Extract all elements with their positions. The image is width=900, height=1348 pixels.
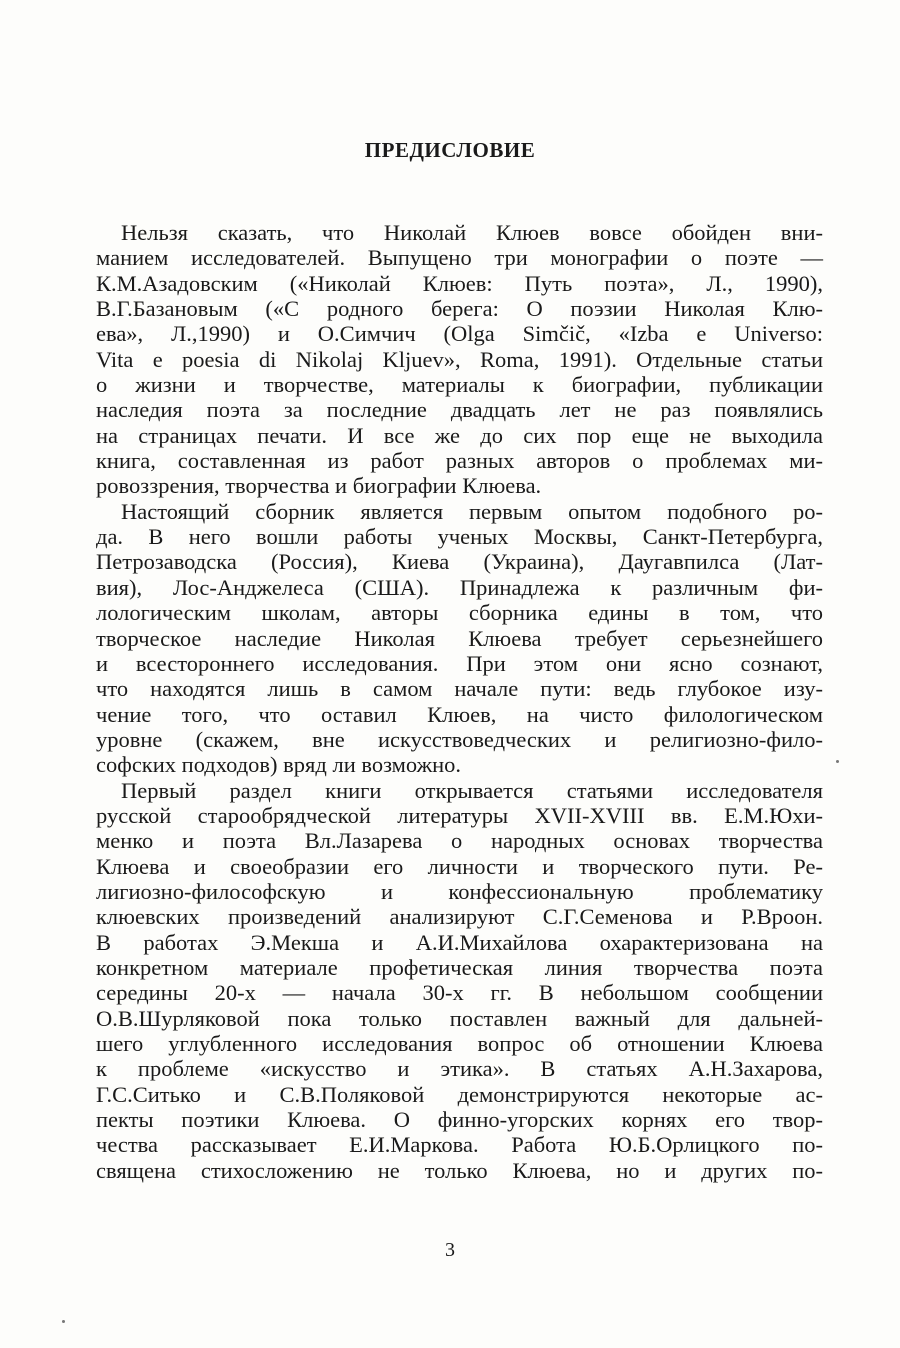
text-line: на страницах печати. И все же до сих пор еще не выходила — [96, 422, 823, 448]
text-line: творческое наследие Николая Клюева требует серьезнейшего — [96, 625, 823, 651]
paragraph — [96, 499, 823, 778]
text-line: книга, составленная из работ разных авторов о проблемах ми- — [96, 448, 823, 474]
text-line: уровне (скажем, вне искусствоведческих и религиозно-фило- — [96, 726, 823, 752]
text-line: ровоззрения, творчества и биографии Клюева. — [96, 473, 542, 499]
text-line: середины 20-х — начала 30-х гг. В небольшом сообщении — [96, 980, 823, 1006]
text-line: к проблеме «искусство и этика». В статьях А.Н.Захарова, — [96, 1056, 823, 1082]
text-line: Петрозаводска (Россия), Киева (Украина), Даугавпилса (Лат- — [96, 549, 823, 575]
text-line: В работах Э.Мекша и А.И.Михайлова охарактеризована на — [96, 929, 823, 955]
scan-speck — [836, 760, 839, 763]
text-line: К.М.Азадовским («Николай Клюев: Путь поэта», Л., 1990), — [96, 270, 823, 296]
text-line: Vita e poesia di Nikolaj Kljuev», Roma, 1991). Отдельные статьи — [96, 346, 823, 372]
text-line: софских подходов) вряд ли возможно. — [96, 752, 462, 778]
text-line: конкретном материале профетическая линия творчества поэта — [96, 954, 823, 980]
text-line: Клюева и своеобразии его личности и творческого пути. Ре- — [96, 853, 823, 879]
text-line: В.Г.Базановым («С родного берега: О поэзии Николая Клю- — [96, 296, 823, 322]
page-number: 3 — [445, 1239, 455, 1261]
text-line: шего углубленного исследования вопрос об отношении Клюева — [96, 1031, 823, 1056]
text-line: наследия поэта за последние двадцать лет не раз появлялись — [96, 397, 823, 423]
text-line: чества рассказывает Е.И.Маркова. Работа Ю.Б.Орлицкого по- — [96, 1132, 823, 1158]
scan-speck — [62, 1320, 65, 1323]
text-line: чение того, что оставил Клюев, на чисто филологическом — [96, 701, 823, 727]
body-text — [96, 220, 823, 1183]
text-line: Первый раздел книги открывается статьями исследователя — [121, 777, 823, 803]
text-line: да. В него вошли работы ученых Москвы, Санкт-Петербурга, — [96, 524, 823, 550]
text-line: Настоящий сборник является первым опытом подобного ро- — [121, 498, 823, 524]
text-line: о жизни и творчестве, материалы к биографии, публикации — [96, 372, 823, 398]
page-title: ПРЕДИСЛОВИЕ — [364, 138, 536, 162]
text-line: пекты поэтики Клюева. О финно-угорских корнях его твор- — [96, 1107, 823, 1133]
text-line: О.В.Шурляковой пока только поставлен важный для дальней- — [96, 1005, 823, 1031]
text-line: русской старообрядческой литературы XVII-XVIII вв. Е.М.Юхи- — [96, 802, 823, 828]
text-line: лигиозно-философскую и конфессиональную проблематику — [96, 878, 823, 904]
text-line: Нельзя сказать, что Николай Клюев вовсе обойден вни- — [121, 220, 823, 245]
text-line: манием исследователей. Выпущено три монографии о поэте — — [96, 245, 823, 271]
text-line: менко и поэта Вл.Лазарева о народных основах творчества — [96, 828, 823, 854]
text-line: лологическим школам, авторы сборника едины в том, что — [96, 600, 823, 626]
paragraph — [96, 220, 823, 499]
text-line: священа стихосложению не только Клюева, но и других по- — [96, 1157, 823, 1183]
text-line: и всестороннего исследования. При этом они ясно сознают, — [96, 650, 823, 676]
text-line: клюевских произведений анализируют С.Г.Семенова и Р.Вроон. — [96, 904, 823, 930]
text-line: вия), Лос-Анджелеса (США). Принадлежа к различным фи- — [96, 574, 823, 600]
text-line: Г.С.Ситько и С.В.Поляковой демонстрируются некоторые ас- — [96, 1081, 823, 1107]
text-line: ева», Л.,1990) и О.Симчич (Olga Simčič, «Izba e Universo: — [96, 321, 823, 347]
text-line: что находятся лишь в самом начале пути: ведь глубокое изу- — [96, 676, 823, 702]
paragraph — [96, 778, 823, 1184]
